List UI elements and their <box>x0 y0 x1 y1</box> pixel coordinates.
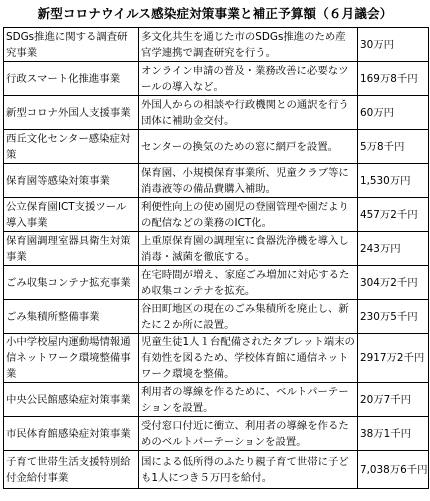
amount-cell: 230万5千円 <box>358 300 429 334</box>
project-name-cell: SDGs推進に関する調査研究事業 <box>4 28 139 62</box>
table-row <box>4 96 429 130</box>
project-name-cell: 中央公民館感染症対策事業 <box>4 383 139 417</box>
amount-cell: 1,530万円 <box>358 164 429 198</box>
amount-cell: 38万1千円 <box>358 417 429 451</box>
project-name-cell: 小中学校屋内運動場情報通信ネットワーク環境整備事業 <box>4 334 139 383</box>
table-row <box>4 300 429 334</box>
table-row <box>4 266 429 300</box>
amount-cell: 2917万2千円 <box>358 334 429 383</box>
description-cell: オンライン申請の普及・業務改善に必要なツールの導入など。 <box>139 62 358 96</box>
description-cell: 保育園、小規模保育事業所、児童クラブ等に消毒液等の備品費購入補助。 <box>139 164 358 198</box>
project-name-cell: 子育て世帯生活支援特別給付金給付事業 <box>4 451 139 489</box>
project-name-cell: ごみ収集コンテナ拡充事業 <box>4 266 139 300</box>
table-row <box>4 417 429 451</box>
table-row <box>4 232 429 266</box>
table-row <box>4 198 429 232</box>
table-row <box>4 62 429 96</box>
table-row <box>4 164 429 198</box>
project-name-cell: 西丘文化センター感染症対策 <box>4 130 139 164</box>
amount-cell: 30万円 <box>358 28 429 62</box>
table-row <box>4 28 429 62</box>
amount-cell: 169万8千円 <box>358 62 429 96</box>
project-name-cell: 公立保育園ICT支援ツール導入事業 <box>4 198 139 232</box>
table-row <box>4 451 429 489</box>
description-cell: 谷田町地区の現在のごみ集積所を廃止し、新たに２か所に設置。 <box>139 300 358 334</box>
description-cell: 受付窓口付近に衝立、利用者の導線を作るためのベルトパーテーションを設置。 <box>139 417 358 451</box>
amount-cell: 304万2千円 <box>358 266 429 300</box>
project-name-cell: 保育園調理室器具衛生対策事業 <box>4 232 139 266</box>
description-cell: 在宅時間が増え、家庭ごみ増加に対応するため収集コンテナを拡充。 <box>139 266 358 300</box>
description-cell: 児童生徒1人１台配備されたタブレット端末の有効性を図るため、学校体育館に通信ネットワーク環境を整備。 <box>139 334 358 383</box>
description-cell: 多文化共生を通じた市のSDGs推進のため産官学連携で調査研究を行う。 <box>139 28 358 62</box>
description-cell: 利用者の導線を作るために、ベルトパーテーションを設置。 <box>139 383 358 417</box>
amount-cell: 457万2千円 <box>358 198 429 232</box>
table-row <box>4 334 429 383</box>
description-cell: 国による低所得のふたり親子育て世帯に子ども1人につき５万円を給付。 <box>139 451 358 489</box>
project-name-cell: 新型コロナ外国人支援事業 <box>4 96 139 130</box>
amount-cell: 60万円 <box>358 96 429 130</box>
project-name-cell: ごみ集積所整備事業 <box>4 300 139 334</box>
project-name-cell: 市民体育館感染症対策事業 <box>4 417 139 451</box>
table-row <box>4 130 429 164</box>
amount-cell: 243万円 <box>358 232 429 266</box>
description-cell: 上重原保育園の調理室に食器洗浄機を導入し消毒・滅菌を徹底する。 <box>139 232 358 266</box>
amount-cell: 20万7千円 <box>358 383 429 417</box>
budget-table <box>3 27 429 489</box>
description-cell: センターの換気のための窓に網戸を設置。 <box>139 130 358 164</box>
description-cell: 外国人からの相談や行政機関との通訳を行う団体に補助金交付。 <box>139 96 358 130</box>
project-name-cell: 行政スマート化推進事業 <box>4 62 139 96</box>
amount-cell: 5万8千円 <box>358 130 429 164</box>
amount-cell: 7,038万6千円 <box>358 451 429 489</box>
project-name-cell: 保育園等感染対策事業 <box>4 164 139 198</box>
table-row <box>4 383 429 417</box>
page-title: 新型コロナウイルス感染症対策事業と補正予算額（６月議会） <box>37 6 393 21</box>
description-cell: 利便性向上の使め園児の登園管理や園だよりの配信などの業務のICT化。 <box>139 198 358 232</box>
